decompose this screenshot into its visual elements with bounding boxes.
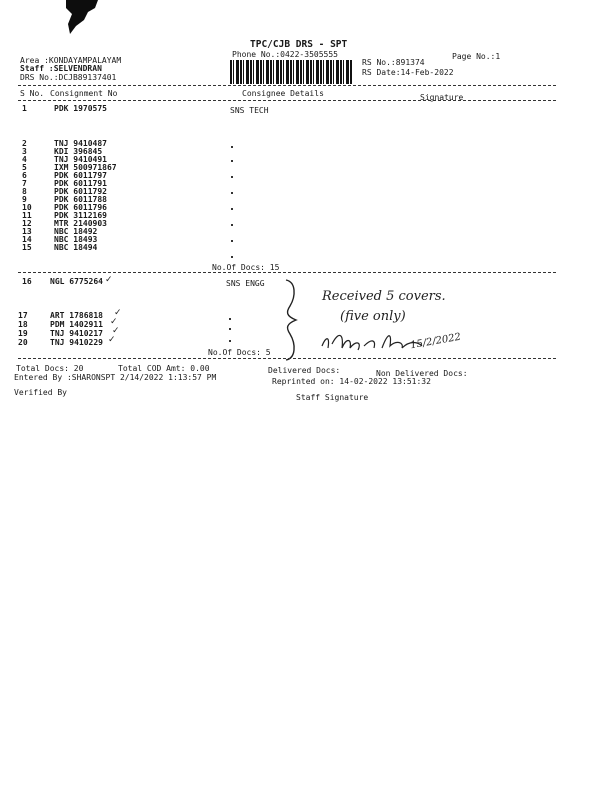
- phone-number: Phone No.:0422-3505555: [232, 50, 338, 59]
- verified-by-label: Verified By: [14, 388, 67, 397]
- row-consignment: NBC 18494: [54, 243, 98, 252]
- row-consignment: ART 1786818: [50, 311, 103, 320]
- column-consignment-no: Consignment No: [50, 89, 118, 98]
- dot-mark: [231, 256, 233, 258]
- non-delivered-docs: Non Delivered Docs:: [376, 369, 468, 378]
- column-signature: Signature: [420, 93, 464, 102]
- total-cod-amount: Total COD Amt: 0.00: [118, 364, 210, 373]
- dot-mark: [229, 328, 231, 330]
- row-sno: 9: [22, 195, 27, 204]
- barcode: [230, 60, 352, 84]
- column-s-no: S No.: [20, 89, 45, 98]
- row-sno: 4: [22, 155, 27, 164]
- row-sno: 10: [22, 203, 32, 212]
- dot-mark: [231, 146, 233, 148]
- row-consignment: PDK 1970575: [54, 104, 107, 113]
- delivered-docs: Delivered Docs:: [268, 366, 341, 375]
- drs-number: DRS No.:DCJB89137401: [20, 73, 117, 82]
- consignee-name: SNS TECH: [230, 106, 269, 115]
- row-consignment: PDK 3112169: [54, 211, 107, 220]
- dot-mark: [231, 240, 233, 242]
- total-docs: Total Docs: 20: [16, 364, 84, 373]
- dot-mark: [229, 318, 231, 320]
- row-sno: 7: [22, 179, 27, 188]
- dot-mark: [229, 340, 231, 342]
- row-sno: 20: [18, 338, 28, 347]
- row-consignment: NBC 18493: [54, 235, 98, 244]
- page-number: Page No.:1: [452, 52, 501, 61]
- row-sno: 8: [22, 187, 27, 196]
- check-mark-icon: ✓: [114, 308, 122, 318]
- handwritten-received-note: Received 5 covers.: [322, 289, 446, 304]
- row-consignment: NBC 18492: [54, 227, 98, 236]
- row-sno: 18: [18, 320, 28, 329]
- handwritten-date: 15/2/2022: [409, 331, 462, 352]
- row-consignment: IXM 500971867: [54, 163, 117, 172]
- check-mark-icon: ✓: [108, 335, 116, 345]
- row-sno: 5: [22, 163, 27, 172]
- row-consignment: PDK 6011796: [54, 203, 107, 212]
- row-consignment: PDM 1402911: [50, 320, 103, 329]
- dot-mark: [231, 176, 233, 178]
- dot-mark: [231, 208, 233, 210]
- row-consignment: PDK 6011791: [54, 179, 107, 188]
- row-sno: 3: [22, 147, 27, 156]
- row-consignment: TNJ 9410217: [50, 329, 103, 338]
- row-sno: 14: [22, 235, 32, 244]
- row-consignment: PDK 6011797: [54, 171, 107, 180]
- row-consignment: NGL 6775264: [50, 277, 103, 286]
- dot-mark: [231, 224, 233, 226]
- row-sno: 13: [22, 227, 32, 236]
- row-sno: 12: [22, 219, 32, 228]
- row-sno: 6: [22, 171, 27, 180]
- row-sno: 17: [18, 311, 28, 320]
- entered-by: Entered By :SHARONSPT 2/14/2022 1:13:57 PM: [14, 373, 217, 382]
- row-consignment: PDK 6011788: [54, 195, 107, 204]
- row-consignment: PDK 6011792: [54, 187, 107, 196]
- report-title: TPC/CJB DRS - SPT: [250, 39, 348, 50]
- check-mark-icon: ✓: [105, 275, 113, 285]
- check-mark-icon: ✓: [112, 326, 120, 336]
- row-sno: 1: [22, 104, 27, 113]
- dot-mark: [231, 160, 233, 162]
- divider: [18, 358, 556, 359]
- row-consignment: TNJ 9410491: [54, 155, 107, 164]
- consignee-name: SNS ENGG: [226, 279, 265, 288]
- ink-blot-mark: [62, 0, 100, 34]
- reprinted-on: Reprinted on: 14-02-2022 13:51:32: [272, 377, 431, 386]
- divider: [18, 100, 556, 101]
- column-consignee-details: Consignee Details: [242, 89, 324, 98]
- area-field: Area :KONDAYAMPALAYAM: [20, 56, 122, 65]
- handwritten-five-only-note: (five only): [340, 309, 406, 324]
- row-sno: 15: [22, 243, 32, 252]
- group2-doc-count: No.Of Docs: 5: [208, 348, 271, 357]
- curly-brace-mark: [280, 278, 304, 362]
- row-sno: 16: [22, 277, 32, 286]
- staff-field: Staff :SELVENDRAN: [20, 64, 102, 73]
- row-sno: 19: [18, 329, 28, 338]
- staff-signature-label: Staff Signature: [296, 393, 369, 402]
- check-mark-icon: ✓: [110, 317, 118, 327]
- row-consignment: TNJ 9410487: [54, 139, 107, 148]
- row-sno: 11: [22, 211, 32, 220]
- row-sno: 2: [22, 139, 27, 148]
- group1-doc-count: No.Of Docs: 15: [212, 263, 280, 272]
- rs-number: RS No.:891374: [362, 58, 425, 67]
- dot-mark: [231, 192, 233, 194]
- row-consignment: TNJ 9410229: [50, 338, 103, 347]
- row-consignment: MTR 2140903: [54, 219, 107, 228]
- rs-date: RS Date:14-Feb-2022: [362, 68, 454, 77]
- divider: [18, 272, 556, 273]
- row-consignment: KDI 396845: [54, 147, 103, 156]
- divider: [18, 85, 556, 86]
